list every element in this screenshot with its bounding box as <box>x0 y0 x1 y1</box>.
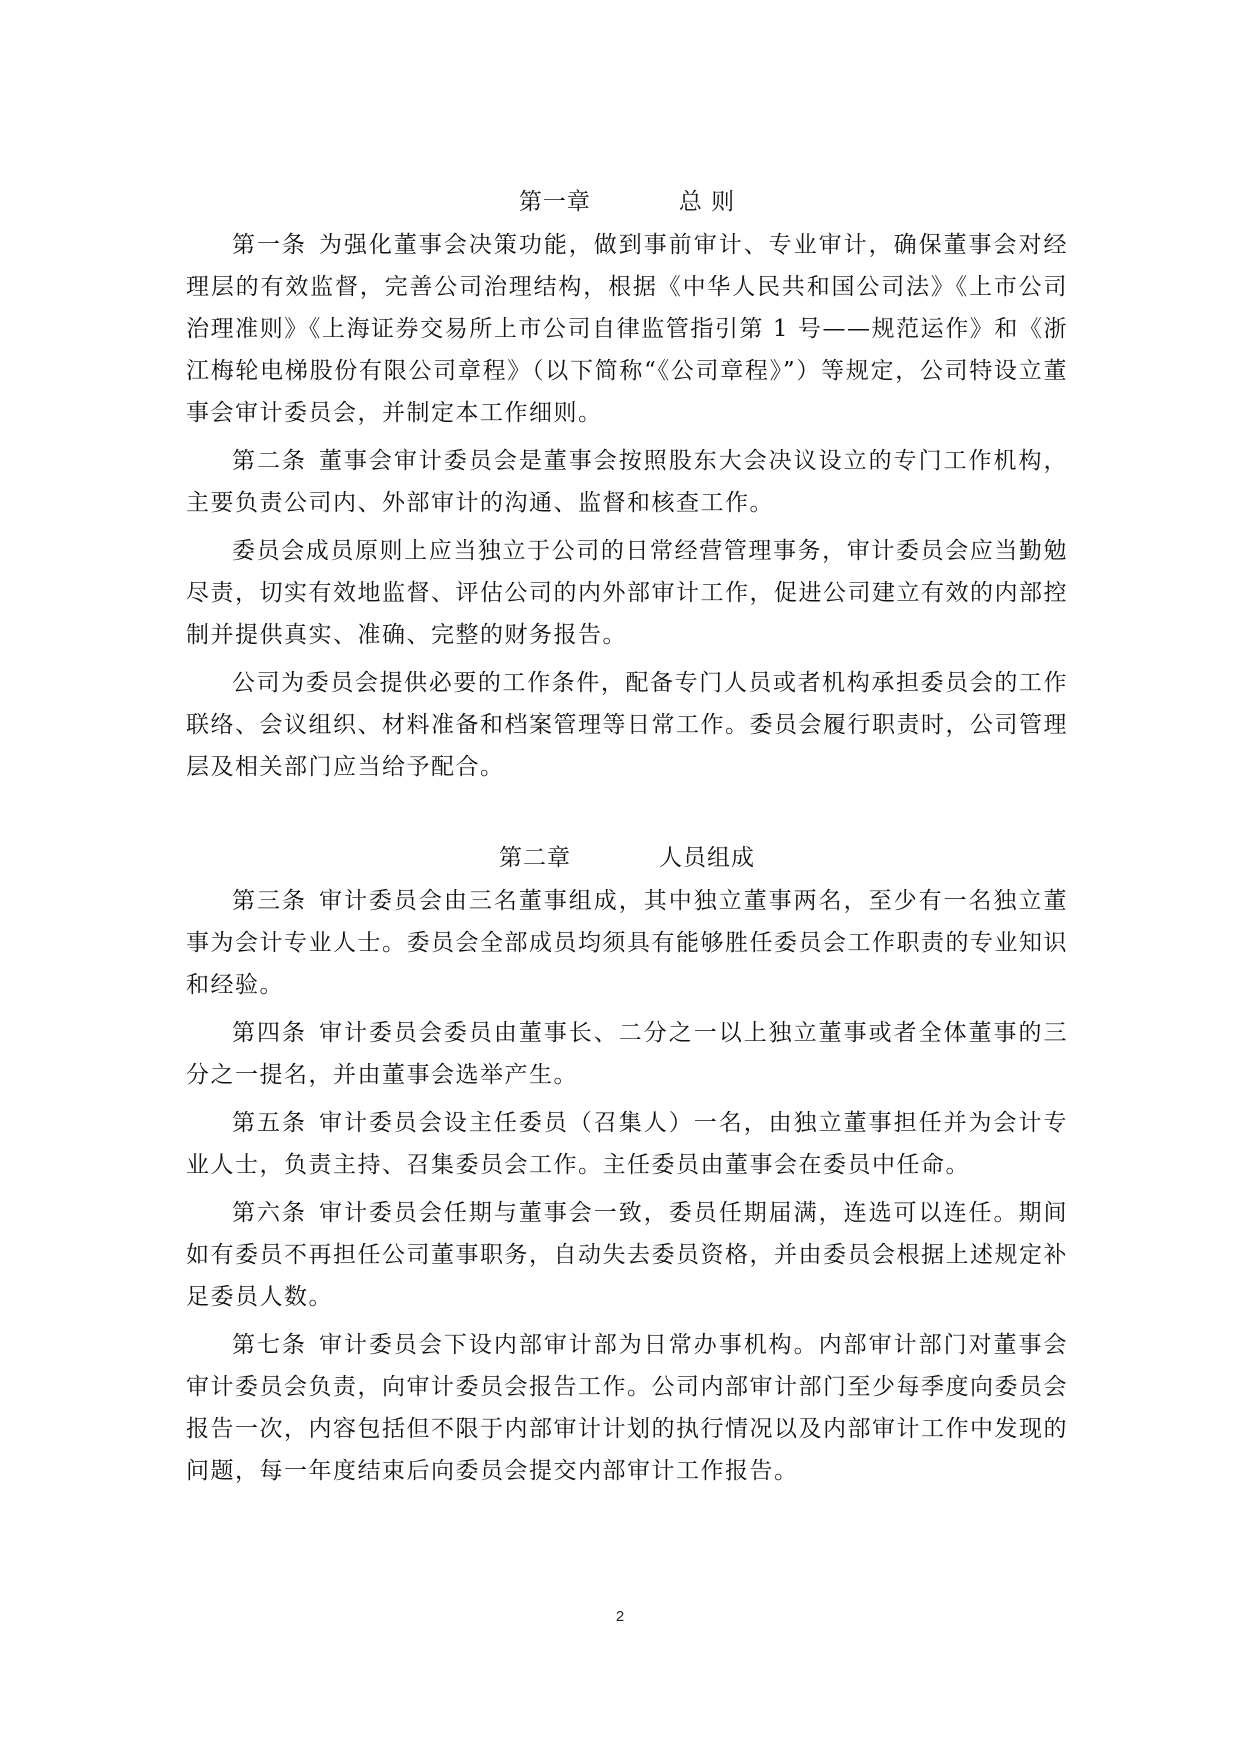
chapter-1-number: 第一章 <box>518 189 591 215</box>
chapter-1-title: 总 则 <box>678 189 736 215</box>
article-4-label: 第四条 <box>232 1020 307 1046</box>
article-1-text: 为强化董事会决策功能，做到事前审计、专业审计，确保董事会对经理层的有效监督，完善公司治理结构，根据《中华人民共和国公司法》《上市公司治理准则》《上海证券交易所上市公司自律监管指引第 1 号——规范运作》和《浙江梅轮电梯股份有限公司章程》（以下简称“《公司章程》”）等规定，公司特设立董事会审计委员会，并制定本工作细则。 <box>186 232 1068 426</box>
article-3-label: 第三条 <box>232 888 307 914</box>
article-2-paragraph-2: 公司为委员会提供必要的工作条件，配备专门人员或者机构承担委员会的工作联络、会议组织、材料准备和档案管理等日常工作。委员会履行职责时，公司管理层及相关部门应当给予配合。 <box>186 670 1068 780</box>
article-7 <box>186 1324 1068 1492</box>
page-number: 2 <box>615 1608 625 1625</box>
article-1 <box>186 224 1068 434</box>
article-5 <box>186 1102 1068 1186</box>
chapter-2-title: 人员组成 <box>659 845 755 871</box>
article-5-label: 第五条 <box>232 1110 307 1136</box>
article-1-label: 第一条 <box>232 232 307 258</box>
article-6 <box>186 1192 1068 1318</box>
article-4 <box>186 1012 1068 1096</box>
article-5-text: 审计委员会设主任委员（召集人）一名，由独立董事担任并为会计专业人士，负责主持、召集委员会工作。主任委员由董事会在委员中任命。 <box>186 1110 1068 1178</box>
article-7-label: 第七条 <box>232 1332 307 1358</box>
article-2-label: 第二条 <box>232 448 307 474</box>
article-3 <box>186 880 1068 1006</box>
article-2-text: 董事会审计委员会是董事会按照股东大会决议设立的专门工作机构，主要负责公司内、外部审计的沟通、监督和核查工作。 <box>186 448 1068 516</box>
article-4-text: 审计委员会委员由董事长、二分之一以上独立董事或者全体董事的三分之一提名，并由董事会选举产生。 <box>186 1020 1068 1088</box>
article-6-label: 第六条 <box>232 1200 307 1226</box>
article-6-text: 审计委员会任期与董事会一致，委员任期届满，连选可以连任。期间如有委员不再担任公司董事职务，自动失去委员资格，并由委员会根据上述规定补足委员人数。 <box>186 1200 1068 1310</box>
article-2 <box>186 440 1068 524</box>
chapter-2-number: 第二章 <box>499 845 571 871</box>
article-3-text: 审计委员会由三名董事组成，其中独立董事两名，至少有一名独立董事为会计专业人士。委员会全部成员均须具有能够胜任委员会工作职责的专业知识和经验。 <box>186 888 1068 998</box>
section-spacer <box>186 794 1068 836</box>
article-7-text: 审计委员会下设内部审计部为日常办事机构。内部审计部门对董事会审计委员会负责，向审计委员会报告工作。公司内部审计部门至少每季度向委员会报告一次，内容包括但不限于内部审计计划的执行情况以及内部审计工作中发现的问题，每一年度结束后向委员会提交内部审计工作报告。 <box>186 1332 1068 1484</box>
document-body <box>186 180 1068 1498</box>
article-2-paragraph-1: 委员会成员原则上应当独立于公司的日常经营管理事务，审计委员会应当勤勉尽责，切实有效地监督、评估公司的内外部审计工作，促进公司建立有效的内部控制并提供真实、准确、完整的财务报告。 <box>186 538 1068 648</box>
chapter-2-heading <box>186 836 1068 880</box>
chapter-1-heading <box>186 180 1068 224</box>
